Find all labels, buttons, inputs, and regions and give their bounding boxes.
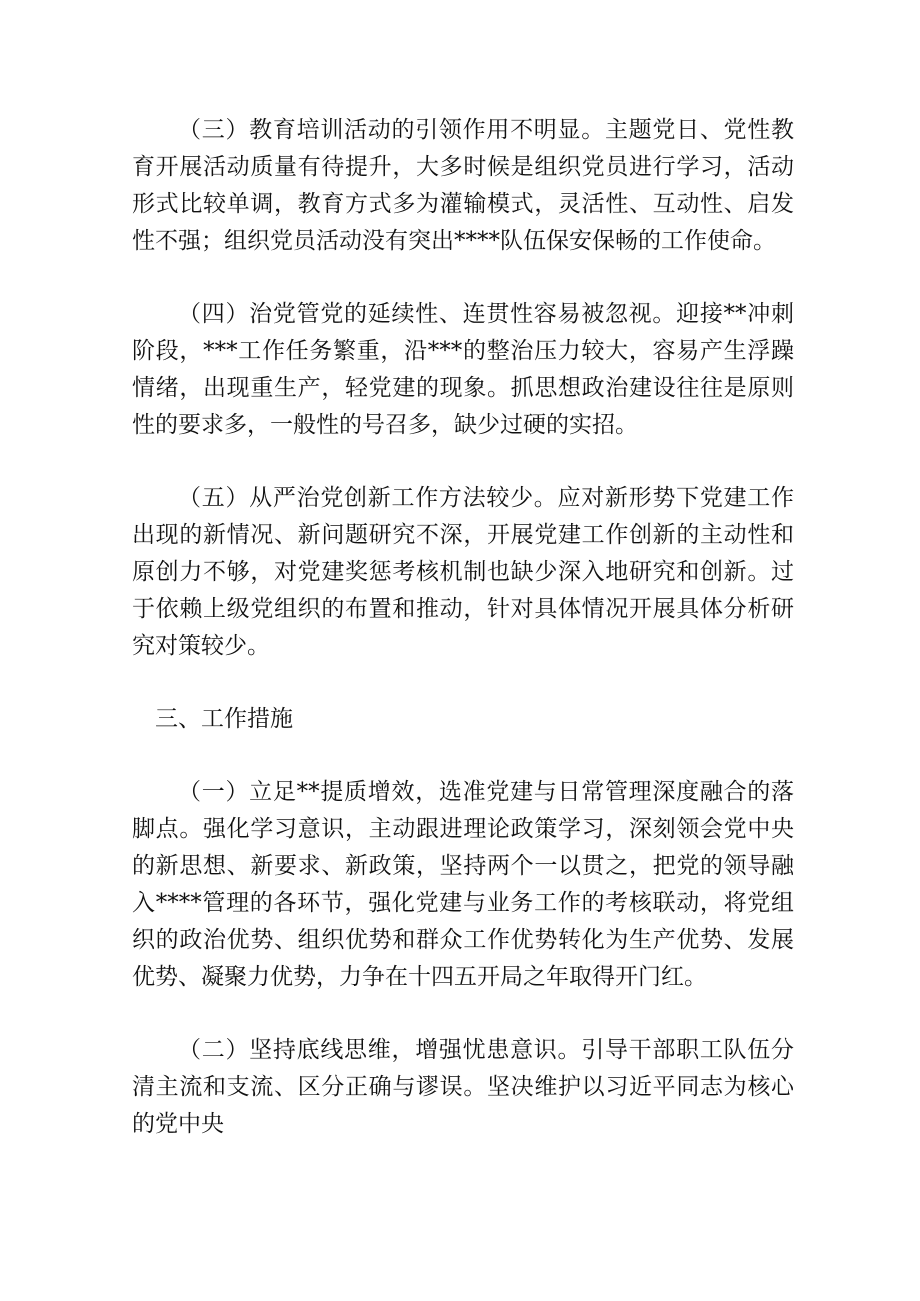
document-body	[132, 112, 794, 1179]
paragraph-item-3: （三）教育培训活动的引领作用不明显。主题党日、党性教育开展活动质量有待提升，大多时候是组织党员进行学习，活动形式比较单调，教育方式多为灌输模式，灵活性、互动性、启发性不强；组织党员活动没有突出****队伍保安保畅的工作使命。	[132, 117, 794, 254]
measure-paragraph-1: （一）立足**提质增效，选准党建与日常管理深度融合的落脚点。强化学习意识，主动跟进理论政策学习，深刻领会党中央的新思想、新要求、新政策，坚持两个一以贯之，把党的领导融入****管理的各环节，强化党建与业务工作的考核联动，将党组织的政治优势、组织优势和群众工作优势转化为生产优势、发展优势、凝聚力优势，力争在十四五开局之年取得开门红。	[132, 779, 794, 990]
paragraph-item-4: （四）治党管党的延续性、连贯性容易被忽视。迎接**冲刺阶段，***工作任务繁重，沿***的整治压力较大，容易产生浮躁情绪，出现重生产，轻党建的现象。抓思想政治建设往往是原则性的要求多，一般性的号召多，缺少过硬的实招。	[132, 301, 794, 438]
section-heading: 三、工作措施	[155, 706, 293, 732]
measure-paragraph-2: （二）坚持底线思维，增强忧患意识。引导干部职工队伍分清主流和支流、区分正确与谬误。坚决维护以习近平同志为核心的党中央	[132, 1037, 794, 1137]
paragraph-item-5: （五）从严治党创新工作方法较少。应对新形势下党建工作出现的新情况、新问题研究不深，开展党建工作创新的主动性和原创力不够，对党建奖惩考核机制也缺少深入地研究和创新。过于依赖上级党组织的布置和推动，针对具体情况开展具体分析研究对策较少。	[132, 485, 794, 659]
